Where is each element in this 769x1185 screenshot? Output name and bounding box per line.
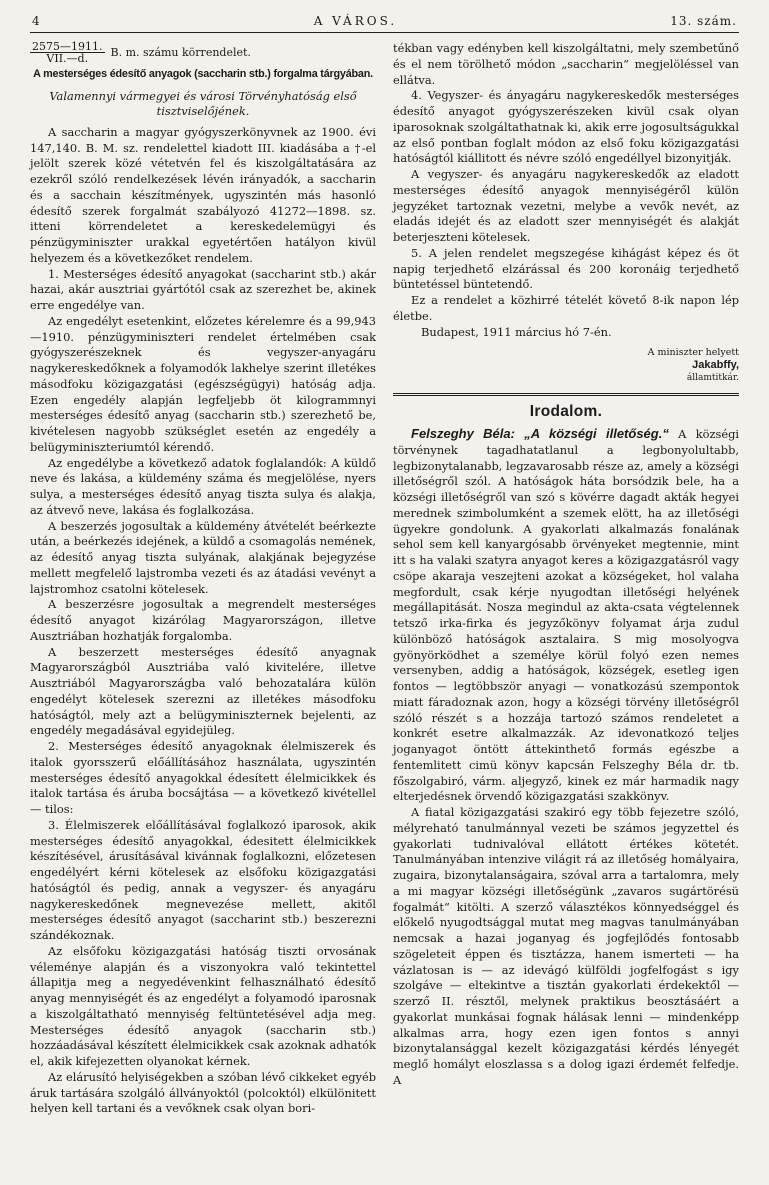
signature-rank: államtitkár. bbox=[686, 373, 739, 384]
paragraph: A beszerzés jogosultak a küldemény átvételét beérkezte után, a beérkezés idejének, a küldő a csomagolás nemének, az édesítő anyag tiszta sulyának, alakjának bejegyzése mellett megfelelő lajstromba vezeti és az átadási vevényt a lajstromhoz csatolni kötelesek. bbox=[30, 518, 376, 596]
issue-number: 13. szám. bbox=[670, 14, 737, 28]
right-column bbox=[393, 41, 739, 1117]
paragraph: 3. Élelmiszerek előállításával foglalkozó iparosok, akik mesterséges édesítő anyagokkal, édesitett élelmicikkek készítésével, árusításával kivánnak foglalkozni, előzetesen engedélyért kérni kötelesek az elsőfoku közigazgatási hatóságtól és pedig, annak a vegyszer- és anyagáru nagykereskedőnek megnevezése mellett, akitől mesterséges édesítő anyagot (saccharint stb.) beszerezni szándékoznak. bbox=[30, 817, 376, 942]
paragraph: A vegyszer- és anyagáru nagykereskedők az eladott mesterséges édesítő anyagok mennyiségéről külön jegyzéket tartoznak vezetni, melybe a vevők nevét, az eladás idejét és az eladott szer mennyiségét és alakját beterjeszteni kötelesek. bbox=[393, 167, 739, 244]
decree-number bbox=[30, 41, 376, 64]
signature-role: A miniszter helyett bbox=[647, 347, 739, 359]
signature-name: Jakabffy, bbox=[692, 359, 739, 372]
header-rule bbox=[30, 32, 739, 33]
paragraph: Az engedélyt esetenkint, előzetes kérelemre és a 99,943—1910. pénzügyminiszteri rendelet értelmében csak gyógyszerészeknek és vegyszer-anyagáru nagykereskedőknek a folyamodók lakhelye szerint illetékes másodfoku közigazgatási (egészségügyi) hatóság adja. Ezen engedély alapján legfeljebb öt kilogrammnyi mesterséges édesítő anyag (saccharin stb.) szerezhető be, kivételesen nagyobb szükséglet esetén az engedély a belügyminiszteriumtól kérendő. bbox=[30, 313, 376, 454]
paragraph: 2. Mesterséges édesítő anyagoknak élelmiszerek és italok gyorsszerű előállításához használata, ugyszintén mesterséges édesítő anyagokkal édesített élelmicikkek és italok tartása és áruba bocsájtása — a következő kivétellel — tilos: bbox=[30, 739, 376, 816]
decree-addressee: Valamennyi vármegyei és városi Törvényhatóság első tisztviselőjének. bbox=[49, 88, 357, 118]
paragraph: tékban vagy edényben kell kiszolgáltatni, mely szembetűnő és el nem törölhető módon „saccharin“ megjelöléssel van ellátva. bbox=[393, 41, 739, 87]
review-paragraph: A fiatal közigazgatási szakiró egy több fejezetre szóló, mélyreható tanulmánnyal vezeti be számos jegyzettel és gyakorlati tudnivalóval ellátott értékes kötetét. Tanulmányában intenzive világit rá az illetőség homályaira, zugaira, bizonytalanságaira, szóval arra a tartalomra, mely a mi magyar községi illetőségünk „zavaros sugártörésü fogalmát“ kitölti. A szerző választékos könnyedséggel és előkelő nyugodtsággal mutat meg magvas tanulmányában nemcsak a hazai joganyag és jogfejlődés fontosabb szögeleteit éppen és tisztázza, hanem ismerteti — ha vázlatosan is — az idevágó külföldi jogfelfogást s igy szolgáve — eltekintve a tisztán gyakorlati érdekektől — szerző II. résztől, melynek praktikus beosztásáért a gyakorlat munkásai fognak hálásak lenni — mindenképp alkalmas arra, hogy ezen igen fontos s annyi bizonytalansággal kezelt közigazgatási kérdés lényegét meglő homályt eloszlassa s a dolog igazi érdemét felfedje. A bbox=[393, 805, 739, 1087]
review-paragraph bbox=[393, 426, 739, 805]
publication-title: A VÁROS. bbox=[313, 14, 398, 28]
place-date: Budapest, 1911 március hó 7-én. bbox=[421, 324, 612, 339]
two-column-body bbox=[30, 41, 739, 1117]
decree-fraction bbox=[30, 41, 105, 64]
paragraph: Az engedélybe a következő adatok foglalandók: A küldő neve és lakása, a küldemény száma és megjelölése, nyers sulya, a mesterséges édesítő anyag tiszta sulya és alakja, az átvevő neve, lakása és foglalkozása. bbox=[30, 455, 376, 517]
page-number: 4 bbox=[32, 14, 41, 28]
paragraph: Ez a rendelet a közhirré tételét követő 8-ik napon lép életbe. bbox=[393, 293, 739, 323]
decree-fraction-top: 2575—1911. bbox=[32, 40, 103, 53]
section-title: Irodalom. bbox=[529, 403, 603, 421]
paragraph: Az elsőfoku közigazgatási hatóság tiszti orvosának véleménye alapján és a viszonyokra való tekintettel állapitja meg a negyedévenkint felhasználható édesítő anyag mennyiségét és az engedélyt a folyamodó iparosnak a kiszolgáltatható mennyiség feltüntetésével adja meg. Mesterséges édesítő anyagok (saccharin stb.) hozzáadásával készített élelmicikkek csak azoknak adhatók el, akik kifejezetten olyanokat kérnek. bbox=[30, 943, 376, 1068]
decree-fraction-bottom: VII.—d. bbox=[46, 52, 89, 65]
section-divider bbox=[393, 393, 739, 398]
decree-label: B. m. számu körrendelet. bbox=[110, 45, 251, 59]
review-lead: Felszeghy Béla: „A községi illetőség.“ bbox=[411, 426, 669, 441]
decree-heading: A mesterséges édesítő anyagok (saccharin stb.) forgalma tárgyában. bbox=[33, 68, 373, 80]
review-text: A községi törvénynek tagadhatatlanul a legbonyolultabb, legbizonytalanabb, legzavarosabb része az, amely a községi illetőségről szól. A hatóságok háta borsódzik bele, ha a községi illetőségről van szó s kövérre dagadt akták hegyei merednek szimbolumként a szemek elött, ha az illetőségi ügyekre gondolunk. A gyakorlati alkalmazás fonalának sehol sem kell kanyargósabb örvényeket megtennie, mint itt s ha valaki szatyra anyagot keres a közigazgatásról vagy csöpe akaraja veszejteni azokat a községeket, hol valaha megfordult, csak kérje nyugodtan illetőségi helyének megállapitását. Nosza megindul az akta-csata végtelennek tetsző irka-firka és jegyzőkönyv folyamat árja zudul különböző hatóságok asztalaira. S mig mosolyogva gyönyörködhet a személye körül folyó ezen nemes versenyben, addig a hatóságok, községek, esetleg igen fontos — legtöbbször anyagi — vonatkozású szempontok miatt fáradoznak azon, hogy a községi törvény illetőségről szóló részét s a hozzája tartozó számos rendeletet a konkrét esetre alkalmazzák. Az idevonatkozó teljes joganyagot öntött áttekinthető formás egészbe a fentemlitett cimü könyv kapcsán Felszeghy Béla dr. tb. főszolgabiró, várm. aljegyző, kinek ez már harmadik nagy elterjedésnek örvendő közigazgatási szakkönyv. bbox=[393, 427, 740, 804]
paragraph: 4. Vegyszer- és ányagáru nagykereskedők mesterséges édesítő anyagot gyógyszerészeken kivül csak olyan iparosoknak szolgáltathatnak ki, akik erre jogosultságukkal az első pontban foglalt módon az első foku közigazgatási hatóságtól kiállitott és névre szóló engedéllyel bizonyitják. bbox=[393, 88, 739, 166]
running-header bbox=[30, 14, 739, 28]
paragraph: 1. Mesterséges édesítő anyagokat (saccharint stb.) akár hazai, akár ausztriai gyártótól csak az szerezhet be, akinek erre engedélye van. bbox=[30, 266, 376, 312]
paragraph: A saccharin a magyar gyógyszerkönyvnek az 1900. évi 147,140. B. M. sz. rendelettel kiadott III. kiadásába a †-el jelölt szerek közé vétetvén fel és kiszolgáltatására az ezekről szóló rendelkezések lévén irányadók, a saccharin és a sacchain készítmények, ugyszintén más hasonló édesítő szerek forgalmát szabályozó 41272—1898. sz. itteni körrendeletet a kereskedelemügyi és pénzügyminiszter urakkal egyetértően hatályon kivül helyezem és a következőket rendelem. bbox=[30, 124, 376, 265]
left-column bbox=[30, 41, 376, 1117]
paragraph: A beszerzésre jogosultak a megrendelt mesterséges édesítő anyagot kizárólag Magyarországon, illetve Ausztriában hozhatják forgalomba. bbox=[30, 597, 376, 643]
signature-block bbox=[393, 346, 739, 385]
paragraph: 5. A jelen rendelet megszegése kihágást képez és öt napig terjedhető elzárással és 200 koronáig terjedhető büntetéssel büntetendő. bbox=[393, 245, 739, 292]
paragraph: A beszerzett mesterséges édesítő anyagnak Magyarországból Ausztriába való kivitelére, illetve Ausztriából Magyarországba való behozatalára külön engedélyt kötelesek szerezni az illetékes másodfoku hatóságtól, mely azt a belügyminiszternek bejelenti, az engedély megadásával egyidejüleg. bbox=[30, 644, 376, 738]
paragraph: Az elárusító helyiségekben a szóban lévő cikkeket egyéb áruk tartására szolgáló állványoktól (polcoktól) elkülönitett helyen kell tartani és a vevőknek csak olyan bori- bbox=[30, 1069, 376, 1116]
